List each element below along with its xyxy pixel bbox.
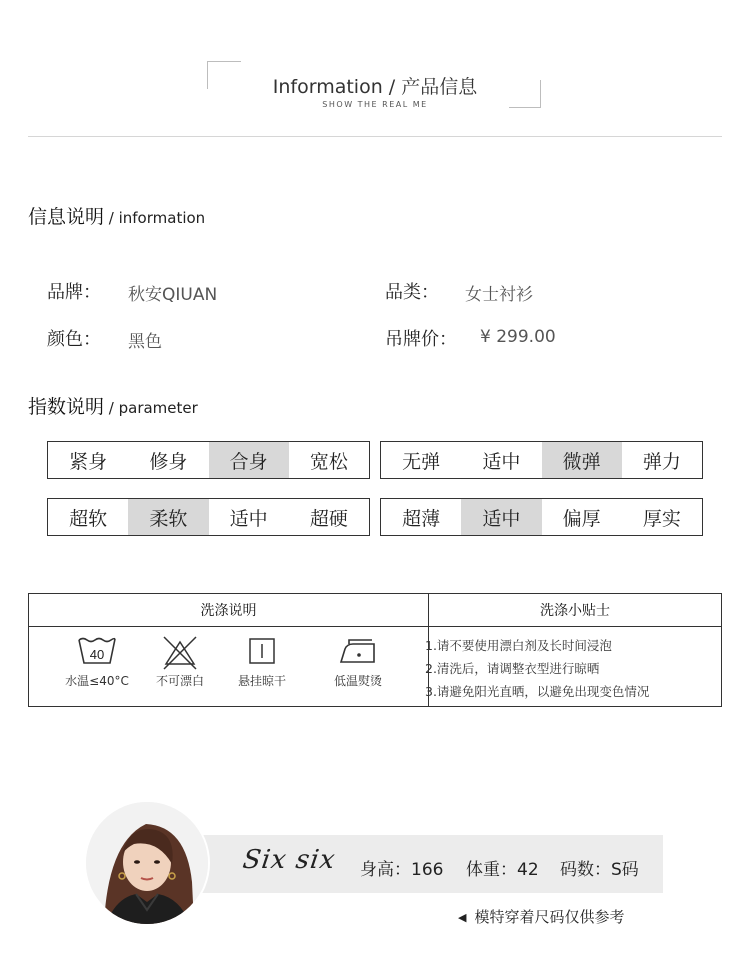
size-reference-note [458, 906, 624, 927]
color-value: 黑色 [128, 332, 162, 352]
info-title-en: / information [104, 209, 206, 227]
page-subtitle: SHOW THE REAL ME [322, 100, 428, 109]
scale-option: 适中 [461, 499, 541, 535]
info-title-cn: 信息说明 [28, 206, 105, 228]
hang-dry-icon [247, 636, 277, 666]
header-divider [28, 136, 722, 137]
stat-value: 166 [411, 860, 444, 880]
no-bleach-icon [160, 636, 200, 670]
care-label: 低温熨烫 [333, 674, 382, 688]
scale-option: 超软 [69, 507, 108, 530]
scale-option: 宽松 [309, 450, 348, 473]
low-iron-icon [338, 636, 378, 666]
elasticity-scale [380, 441, 703, 479]
param-title-en: / parameter [104, 399, 198, 417]
info-section-title [28, 202, 205, 229]
thickness-scale [380, 498, 703, 536]
scale-option: 微弹 [542, 442, 622, 478]
stat-label: 身高： [360, 860, 411, 880]
scale-option: 紧身 [69, 450, 108, 473]
stat-value: S码 [611, 860, 639, 880]
color-label: 颜色： [47, 329, 101, 350]
washing-header: 洗涤说明 [200, 603, 257, 619]
price-label: 吊牌价： [385, 329, 457, 350]
table-divider-horizontal [29, 626, 721, 627]
scale-option: 适中 [482, 450, 521, 473]
triangle-left-icon: ◀ [458, 911, 467, 924]
wash-tip: 2.清洗后，请调整衣型进行晾晒 [425, 661, 600, 676]
wash-40-icon [76, 636, 118, 666]
fit-scale [47, 441, 370, 479]
care-label: 水温≤40°C [65, 674, 129, 688]
model-height [360, 855, 443, 880]
care-label: 悬挂晾干 [237, 674, 286, 688]
care-label: 不可漂白 [155, 674, 204, 688]
stat-label: 码数： [560, 860, 611, 880]
scale-option: 柔软 [128, 499, 208, 535]
stat-value: 42 [517, 860, 539, 880]
scale-option: 厚实 [642, 507, 681, 530]
model-portrait-icon [86, 802, 208, 924]
scale-option: 无弹 [402, 450, 441, 473]
model-signature: Six six [240, 845, 338, 875]
wash-tip: 3.请避免阳光直晒，以避免出现变色情况 [425, 684, 650, 699]
category-value: 女士衬衫 [465, 285, 533, 305]
brand-label: 品牌： [47, 282, 101, 303]
param-title-cn: 指数说明 [28, 396, 105, 418]
scale-option: 超薄 [402, 507, 441, 530]
brand-value: 秋安QIUAN [128, 285, 218, 305]
care-item-wash [52, 636, 142, 689]
wash-temp-number: 40 [89, 647, 105, 662]
stat-label: 体重： [466, 860, 517, 880]
page-title: Information / 产品信息 [272, 76, 478, 98]
model-weight [466, 855, 539, 880]
category-label: 品类： [385, 282, 439, 303]
softness-scale [47, 498, 370, 536]
scale-option: 修身 [149, 450, 188, 473]
param-section-title [28, 392, 198, 419]
scale-option: 适中 [229, 507, 268, 530]
wash-tip: 1.请不要使用漂白剂及长时间浸泡 [425, 638, 612, 653]
note-text: 模特穿着尺码仅供参考 [474, 908, 625, 926]
scale-option: 弹力 [642, 450, 681, 473]
scale-option: 合身 [209, 442, 289, 478]
care-item-no-bleach [135, 636, 225, 689]
care-item-hang-dry [217, 636, 307, 689]
avatar [86, 802, 208, 924]
scale-option: 偏厚 [562, 507, 601, 530]
tips-header: 洗涤小贴士 [540, 603, 610, 619]
price-value: ¥ 299.00 [480, 327, 556, 347]
scale-option: 超硬 [309, 507, 348, 530]
model-size [560, 855, 639, 880]
care-item-low-iron [313, 636, 403, 689]
